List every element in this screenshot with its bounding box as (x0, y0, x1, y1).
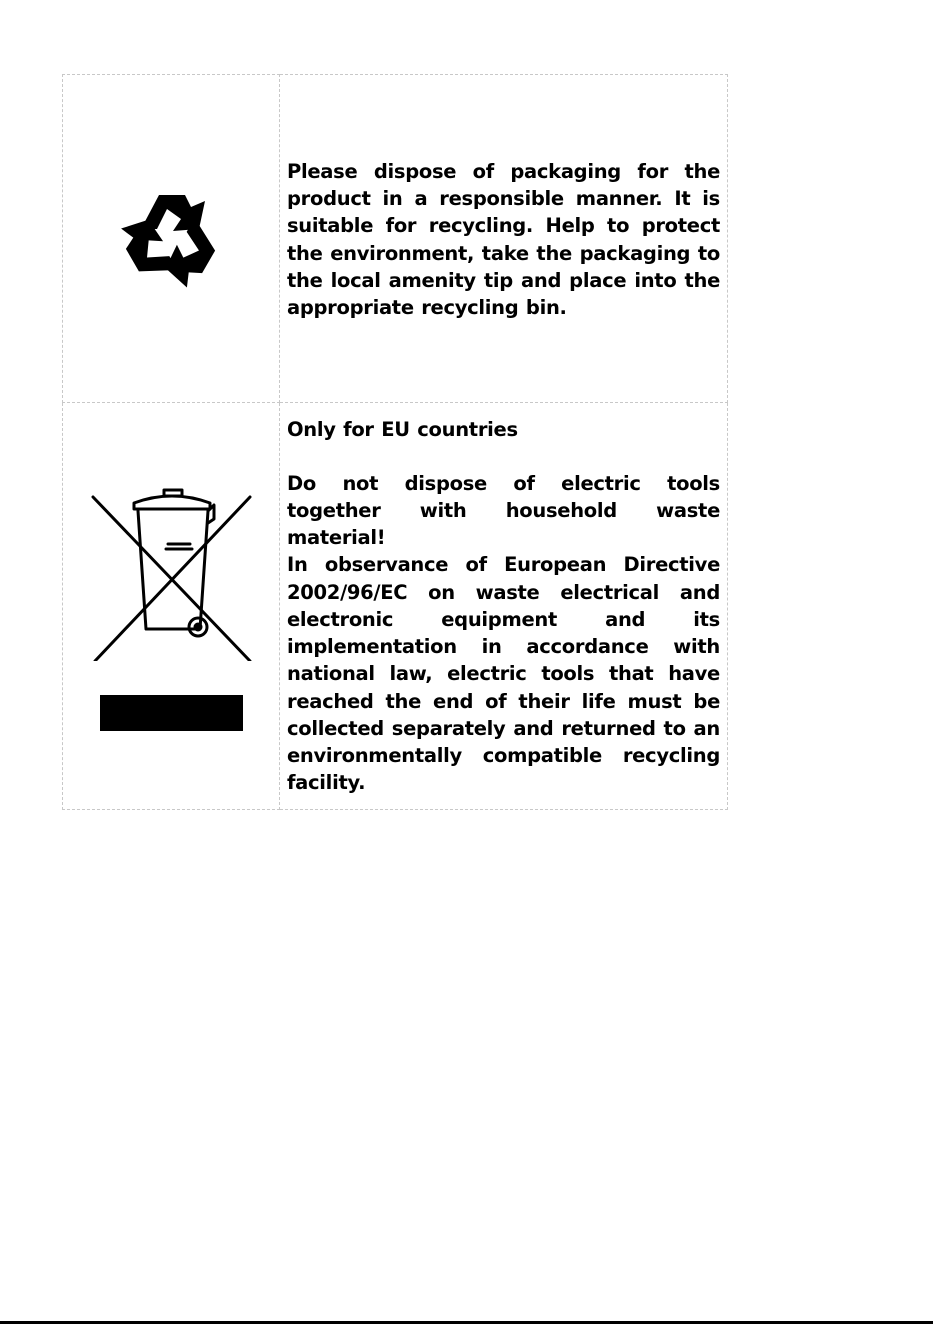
recycling-row (63, 75, 728, 403)
weee-row (63, 403, 728, 810)
weee-text-cell (280, 403, 728, 810)
weee-directive-text: In observance of European Directive 2002/96/EC on waste electrical and electronic equipment and its implementation in accordance with national law, electric tools that have reached the end of their life must be collected separately and returned to an environmentally compatible recycling facility. (287, 553, 720, 795)
disposal-info-table (62, 74, 728, 810)
recycling-icon-cell (63, 75, 280, 403)
recycle-arrow-right (161, 217, 224, 290)
recycling-text-cell (280, 75, 728, 403)
weee-symbol (63, 481, 279, 731)
weee-icon-cell (63, 403, 280, 810)
weee-heading: Only for EU countries (287, 417, 518, 441)
recycle-icon (111, 179, 231, 299)
recycle-arrow-left (116, 213, 179, 286)
crossed-out-wheelie-bin-icon (90, 481, 252, 661)
recycling-instructions: Please dispose of packaging for the product in a responsible manner. It is suitable for recycling. Help to protect the environment, take the packaging to the local amenity tip and place into the appropriate recycling bin. (287, 159, 720, 319)
weee-underline-bar (100, 695, 243, 731)
weee-warning: Do not dispose of electric tools together with household waste material! (287, 471, 720, 550)
